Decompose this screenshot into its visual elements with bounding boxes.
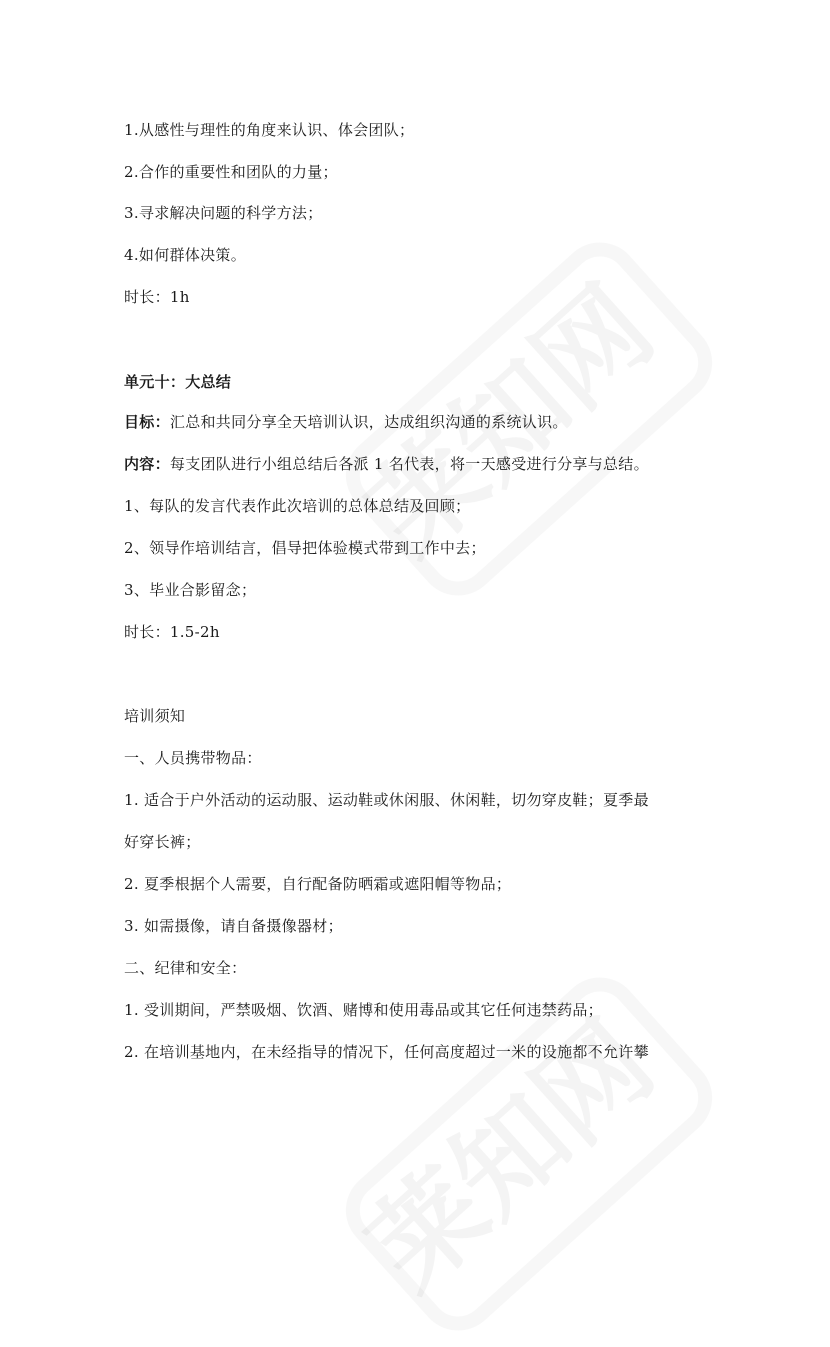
list-item: 4.如何群体决策。 bbox=[124, 246, 247, 264]
goal-text: 汇总和共同分享全天培训认识，达成组织沟通的系统认识。 bbox=[169, 413, 568, 431]
list-item: 1、每队的发言代表作此次培训的总体总结及回顾； bbox=[124, 497, 471, 515]
goal-label: 目标： bbox=[124, 413, 170, 431]
list-item: 2. 夏季根据个人需要，自行配备防晒霜或遮阳帽等物品； bbox=[124, 875, 512, 893]
watermark-bottom bbox=[330, 980, 681, 1318]
duration-text: 时长：1.5-2h bbox=[124, 623, 220, 641]
list-item: 1.从感性与理性的角度来认识、体会团队； bbox=[124, 121, 415, 139]
notice-part-title: 一、人员携带物品： bbox=[124, 749, 262, 767]
list-item-continuation: 好穿长裤； bbox=[124, 833, 201, 851]
section-title: 单元十：大总结 bbox=[124, 373, 232, 391]
list-item: 3、毕业合影留念； bbox=[124, 581, 257, 599]
list-item: 3. 如需摄像，请自备摄像器材； bbox=[124, 917, 343, 935]
notice-title: 培训须知 bbox=[124, 707, 186, 725]
content-text: 每支团队进行小组总结后各派 1 名代表，将一天感受进行分享与总结。 bbox=[169, 455, 649, 473]
duration-text: 时长：1h bbox=[124, 288, 190, 306]
list-item: 1. 适合于户外活动的运动服、运动鞋或休闲服、休闲鞋，切勿穿皮鞋；夏季最 bbox=[124, 791, 649, 809]
list-item: 1. 受训期间，严禁吸烟、饮酒、赌博和使用毒品或其它任何违禁药品； bbox=[124, 1001, 603, 1019]
list-item: 3.寻求解决问题的科学方法； bbox=[124, 204, 323, 222]
list-item: 2. 在培训基地内，在未经指导的情况下，任何高度超过一米的设施都不允许攀 bbox=[124, 1043, 649, 1061]
content-label: 内容： bbox=[124, 455, 170, 473]
content-paragraph bbox=[124, 454, 649, 474]
goal-paragraph bbox=[124, 412, 568, 432]
notice-part-title: 二、纪律和安全： bbox=[124, 959, 247, 977]
list-item: 2、领导作培训结言，倡导把体验模式带到工作中去； bbox=[124, 539, 486, 557]
list-item: 2.合作的重要性和团队的力量； bbox=[124, 163, 338, 181]
